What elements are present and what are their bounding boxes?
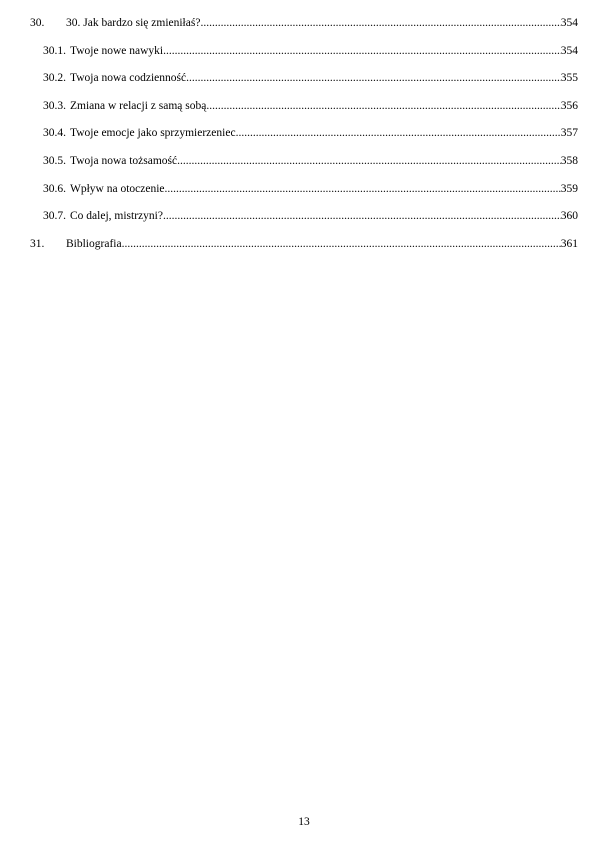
toc-entry-title: Bibliografia [66, 237, 122, 250]
toc-entry-title: Zmiana w relacji z samą sobą [70, 99, 207, 112]
toc-entry-page: 357 [560, 127, 578, 140]
toc-entry-30[interactable] [30, 17, 578, 45]
toc-entry-30-6[interactable] [30, 183, 578, 211]
toc-entry-number: 30.3. [43, 99, 66, 112]
toc-dot-leader [186, 72, 561, 84]
toc-entry-title: Twoja nowa codzienność [70, 72, 187, 85]
toc-dot-leader [163, 210, 561, 222]
toc-entry-page: 359 [560, 182, 578, 195]
toc-entry-title: 30. Jak bardzo się zmieniłaś? [66, 17, 201, 29]
toc-dot-leader [165, 183, 561, 195]
toc-entry-page: 354 [560, 17, 578, 29]
toc-entry-title: Twoje emocje jako sprzymierzeniec [70, 127, 236, 140]
toc-entry-page: 358 [560, 154, 578, 167]
toc-dot-leader [200, 17, 560, 29]
toc-entry-30-1[interactable] [30, 45, 578, 73]
page-number: 13 [298, 816, 310, 828]
toc-dot-leader [206, 100, 560, 112]
toc-entry-number: 30. [30, 17, 45, 29]
toc-entry-30-7[interactable] [30, 210, 578, 238]
toc-entry-title: Twoje nowe nawyki [70, 44, 164, 57]
toc-entry-number: 31. [30, 237, 45, 250]
toc-entry-number: 30.5. [43, 154, 66, 167]
toc-entry-page: 360 [560, 210, 578, 223]
toc-entry-page: 354 [560, 44, 578, 57]
toc-entry-title: Twoja nowa tożsamość [70, 154, 178, 167]
toc-entry-31[interactable] [30, 238, 578, 266]
toc-entry-number: 30.4. [43, 127, 66, 140]
toc-entry-number: 30.7. [43, 210, 66, 223]
toc-entry-number: 30.6. [43, 182, 66, 195]
toc-entry-30-4[interactable] [30, 127, 578, 155]
toc-entry-number: 30.1. [43, 44, 66, 57]
toc-dot-leader [236, 127, 561, 139]
toc-entry-title: Co dalej, mistrzyni? [70, 210, 163, 223]
toc-entry-number: 30.2. [43, 72, 66, 85]
toc-entry-30-2[interactable] [30, 72, 578, 100]
toc-entry-page: 356 [560, 99, 578, 112]
toc-dot-leader [177, 155, 561, 167]
toc-entry-30-3[interactable] [30, 100, 578, 128]
toc-dot-leader [122, 238, 561, 250]
toc-entry-30-5[interactable] [30, 155, 578, 183]
toc-dot-leader [163, 45, 561, 57]
toc-entry-page: 355 [560, 72, 578, 85]
toc-entry-page: 361 [560, 237, 578, 250]
toc-entry-title: Wpływ na otoczenie [70, 182, 165, 195]
table-of-contents [30, 17, 578, 265]
